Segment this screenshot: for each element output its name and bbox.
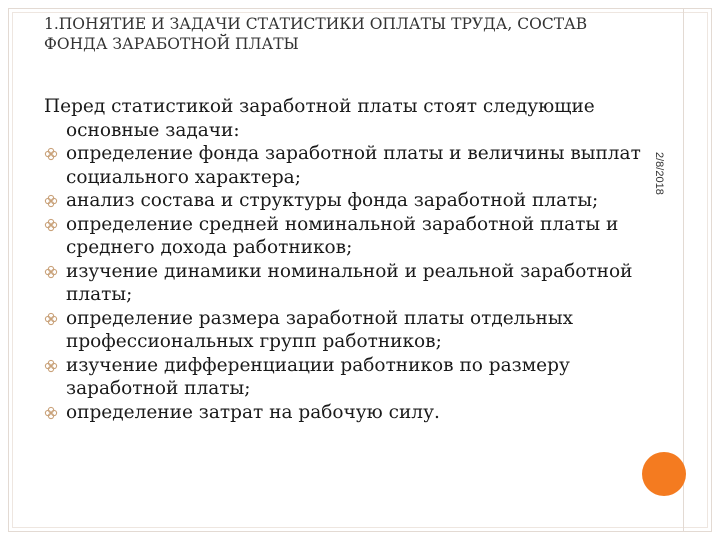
task-text: определение размера заработной платы отдельных профессиональных групп работников; — [66, 307, 573, 352]
intro-text: Перед статистикой заработной платы стоят следующие основные задачи: — [44, 96, 595, 141]
slide-content — [44, 95, 664, 424]
slide-date: 2/8/2018 — [653, 152, 665, 195]
list-item — [44, 307, 664, 354]
slide-title-line-1: 1.ПОНЯТИЕ И ЗАДАЧИ СТАТИСТИКИ ОПЛАТЫ ТРУДА, СОСТАВ — [44, 15, 588, 33]
orange-circle-decoration — [642, 452, 686, 496]
list-item — [44, 260, 664, 307]
flower-bullet-icon — [44, 312, 58, 326]
task-text: определение затрат на рабочую силу. — [66, 401, 440, 423]
flower-bullet-icon — [44, 194, 58, 208]
task-text: изучение дифференциации работников по размеру заработной платы; — [66, 354, 570, 399]
flower-bullet-icon — [44, 218, 58, 232]
task-text: изучение динамики номинальной и реальной заработной платы; — [66, 260, 633, 305]
list-item — [44, 213, 664, 260]
task-text: анализ состава и структуры фонда заработной платы; — [66, 190, 599, 211]
list-item — [44, 142, 664, 189]
list-item — [44, 354, 664, 401]
flower-bullet-icon — [44, 265, 58, 279]
list-item — [44, 189, 664, 213]
flower-bullet-icon — [44, 147, 58, 161]
flower-bullet-icon — [44, 359, 58, 373]
task-text: определение средней номинальной заработной платы и среднего дохода работников; — [66, 213, 619, 258]
task-list — [44, 142, 664, 424]
right-divider-line — [683, 8, 684, 532]
flower-bullet-icon — [44, 406, 58, 420]
slide-title — [44, 14, 644, 54]
slide-title-line-2: ФОНДА ЗАРАБОТНОЙ ПЛАТЫ — [44, 35, 299, 53]
task-text: определение фонда заработной платы и величины выплат социального характера; — [66, 143, 641, 188]
list-item — [44, 401, 664, 425]
